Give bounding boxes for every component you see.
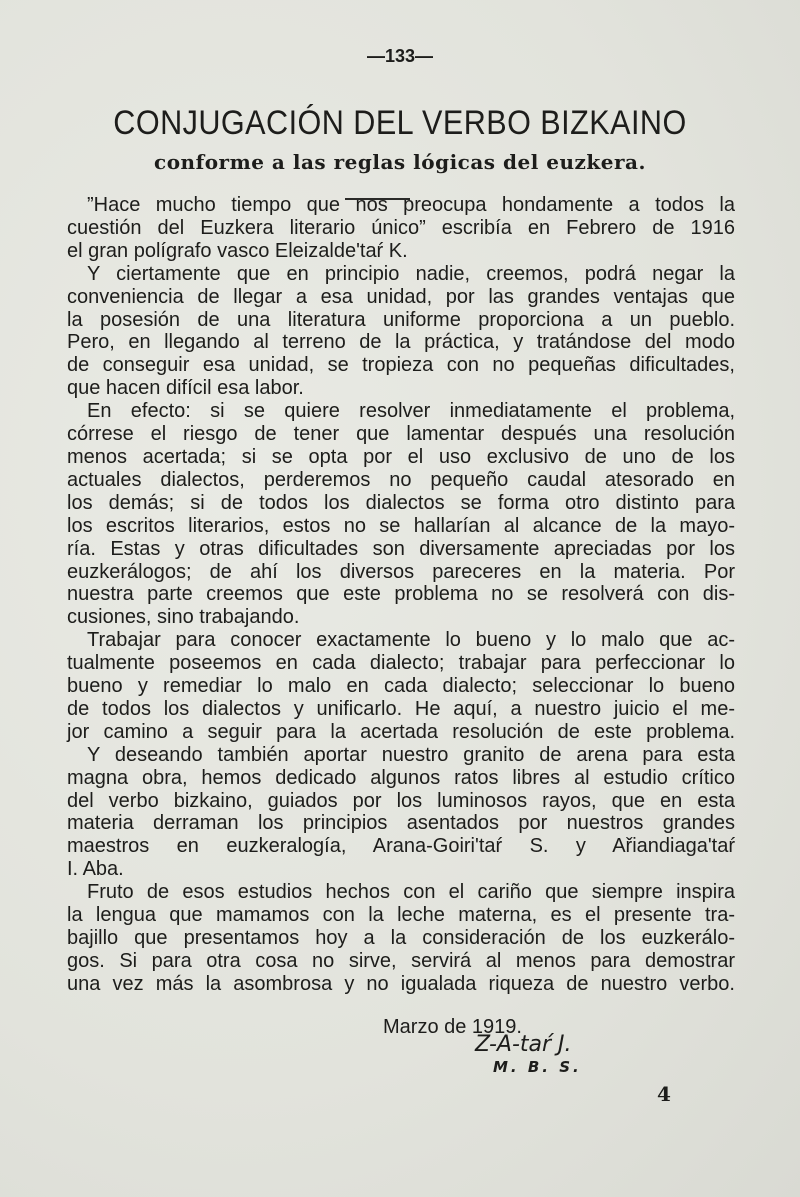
text-line: ría. Estas y otras dificultades son diversamente apreciadas por los — [67, 537, 735, 560]
text-line: I. Aba. — [67, 858, 124, 881]
text-line: que hacen difícil esa labor. — [67, 377, 304, 400]
author-initials: M. B. S. — [493, 1058, 582, 1076]
text-line: los demás; si de todos los dialectos se forma otro distinto para — [67, 491, 735, 514]
text-line: el gran polígrafo vasco Eleizalde'taŕ K. — [67, 239, 408, 262]
text-line: la lengua que mamamos con la leche materna, es el presente tra- — [67, 904, 735, 927]
text-line: bajillo que presentamos hoy a la consideración de los euzkerálo- — [67, 927, 735, 949]
text-line: En efecto: si se quiere resolver inmediatamente el problema, — [87, 400, 735, 423]
text-line: maestros en euzkeralogía, Arana-Goiri'taŕ S. y Ařiandiaga'taŕ — [67, 835, 735, 858]
text-line: actuales dialectos, perderemos no pequeño caudal atesorado en — [67, 468, 735, 491]
text-line: Trabajar para conocer exactamente lo bueno y lo malo que ac- — [87, 629, 735, 652]
body-text — [67, 194, 735, 996]
text-line: cuestión del Euzkera literario único” escribía en Febrero de 1916 — [67, 216, 735, 239]
text-line: Y deseando también aportar nuestro granito de arena para esta — [87, 743, 735, 766]
subtitle: conforme a las reglas lógicas del euzkera. — [154, 150, 646, 174]
text-line: una vez más la asombrosa y no igualada riqueza de nuestro verbo. — [67, 972, 735, 995]
text-line: conveniencia de llegar a esa unidad, por las grandes ventajas que — [67, 285, 735, 308]
text-line: materia derraman los principios asentados por nuestros grandes — [67, 812, 735, 835]
text-line: los escritos literarios, estos no se hallarían al alcance de la mayo- — [67, 514, 735, 537]
text-line: tualmente poseemos en cada dialecto; trabajar para perfeccionar lo — [67, 652, 735, 675]
text-line: Y ciertamente que en principio nadie, creemos, podrá negar la — [87, 262, 735, 285]
page-title: CONJUGACIÓN DEL VERBO BIZKAINO — [113, 104, 687, 142]
text-line: Fruto de esos estudios hechos con el cariño que siempre inspira — [87, 881, 735, 904]
text-line: jor camino a seguir para la acertada resolución de este problema. — [67, 720, 735, 743]
text-line: menos acertada; si se opta por el uso exclusivo de uno de los — [67, 445, 735, 468]
text-line: de conseguir esa unidad, se tropieza con no pequeñas dificultades, — [67, 354, 735, 377]
author-signature: Z-A-taŕ J. — [475, 1032, 572, 1057]
text-line: nuestra parte creemos que este problema no se resolverá con dis- — [67, 583, 735, 606]
text-line: magna obra, hemos dedicado algunos ratos libres al estudio crítico — [67, 766, 735, 789]
text-line: del verbo bizkaino, guiados por los luminosos rayos, que en esta — [67, 789, 735, 812]
text-line: Pero, en llegando al terreno de la práctica, y tratándose del modo — [67, 331, 735, 354]
page-number: —133— — [366, 46, 434, 66]
text-line: córrese el riesgo de tener que lamentar después una resolución — [67, 423, 735, 446]
text-line: cusiones, sino trabajando. — [67, 606, 300, 629]
text-line: la posesión de una literatura uniforme proporciona a un pueblo. — [67, 308, 735, 331]
text-line: de todos los dialectos y unificarlo. He aquí, a nuestro juicio el me- — [67, 697, 735, 720]
text-line: ”Hace mucho tiempo que nos preocupa hondamente a todos la — [87, 194, 735, 216]
date-line: Marzo de 1919. — [383, 1016, 522, 1038]
text-line: euzkerálogos; de ahí los diversos pareceres en la materia. Por — [67, 560, 735, 583]
sheet-mark: 4 — [657, 1082, 671, 1106]
text-line: bueno y remediar lo malo en cada dialecto; seleccionar lo bueno — [67, 675, 735, 698]
text-line: gos. Si para otra cosa no sirve, servirá al menos para demostrar — [67, 949, 735, 972]
